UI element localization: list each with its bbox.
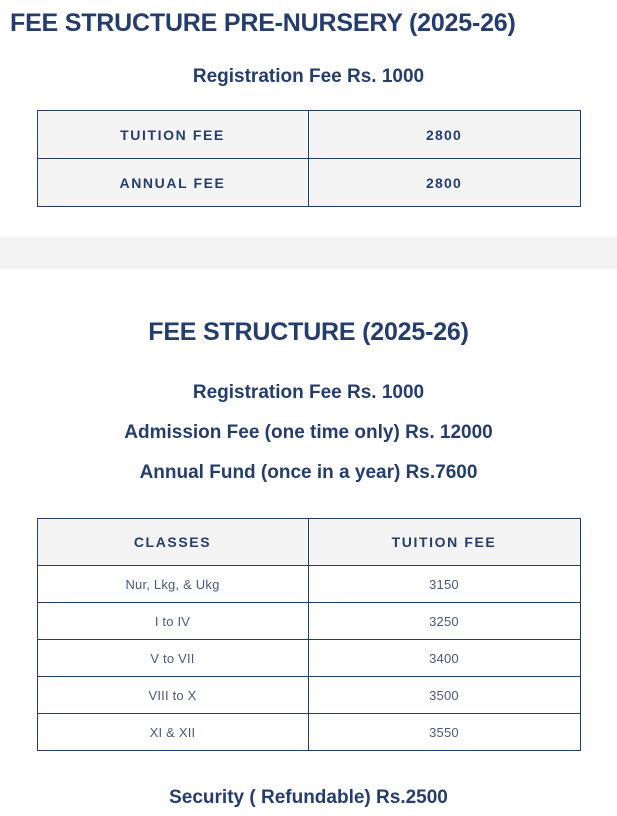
cell-classes: Nur, Lkg, & Ukg	[37, 566, 308, 603]
column-header-tuition-fee: TUITION FEE	[308, 519, 580, 566]
fee-summary-lines	[0, 373, 617, 493]
column-header-classes: CLASSES	[37, 519, 308, 566]
annual-fund-line: Annual Fund (once in a year) Rs.7600	[139, 462, 478, 484]
registration-fee-line: Registration Fee Rs. 1000	[192, 382, 425, 404]
class-wise-fee-table	[37, 518, 581, 751]
table-row	[37, 714, 580, 751]
cell-classes: V to VII	[37, 640, 308, 677]
pre-nursery-tuition-fee-value: 2800	[308, 111, 580, 159]
general-fee-section	[0, 269, 617, 809]
pre-nursery-annual-fee-value: 2800	[308, 159, 580, 207]
pre-nursery-fee-section	[0, 0, 617, 207]
cell-classes: I to IV	[37, 603, 308, 640]
cell-classes: VIII to X	[37, 677, 308, 714]
admission-fee-line: Admission Fee (one time only) Rs. 12000	[124, 422, 493, 444]
table-row	[37, 603, 580, 640]
cell-tuition-fee: 3150	[308, 566, 580, 603]
cell-tuition-fee: 3500	[308, 677, 580, 714]
pre-nursery-tuition-fee-label: TUITION FEE	[37, 111, 308, 159]
table-header-row	[37, 519, 580, 566]
table-row	[37, 566, 580, 603]
section-two-title: FEE STRUCTURE (2025-26)	[148, 318, 469, 347]
cell-tuition-fee: 3250	[308, 603, 580, 640]
pre-nursery-fee-table	[37, 110, 581, 207]
table-row	[37, 677, 580, 714]
table-row	[37, 640, 580, 677]
cell-tuition-fee: 3400	[308, 640, 580, 677]
security-refundable-line: Security ( Refundable) Rs.2500	[169, 787, 448, 809]
table-row	[37, 111, 580, 159]
cell-tuition-fee: 3550	[308, 714, 580, 751]
pre-nursery-registration-fee-line: Registration Fee Rs. 1000	[192, 66, 425, 88]
page-title: FEE STRUCTURE PRE-NURSERY (2025-26)	[10, 9, 516, 37]
pre-nursery-annual-fee-label: ANNUAL FEE	[37, 159, 308, 207]
cell-classes: XI & XII	[37, 714, 308, 751]
section-divider-band	[0, 237, 617, 269]
table-row	[37, 159, 580, 207]
